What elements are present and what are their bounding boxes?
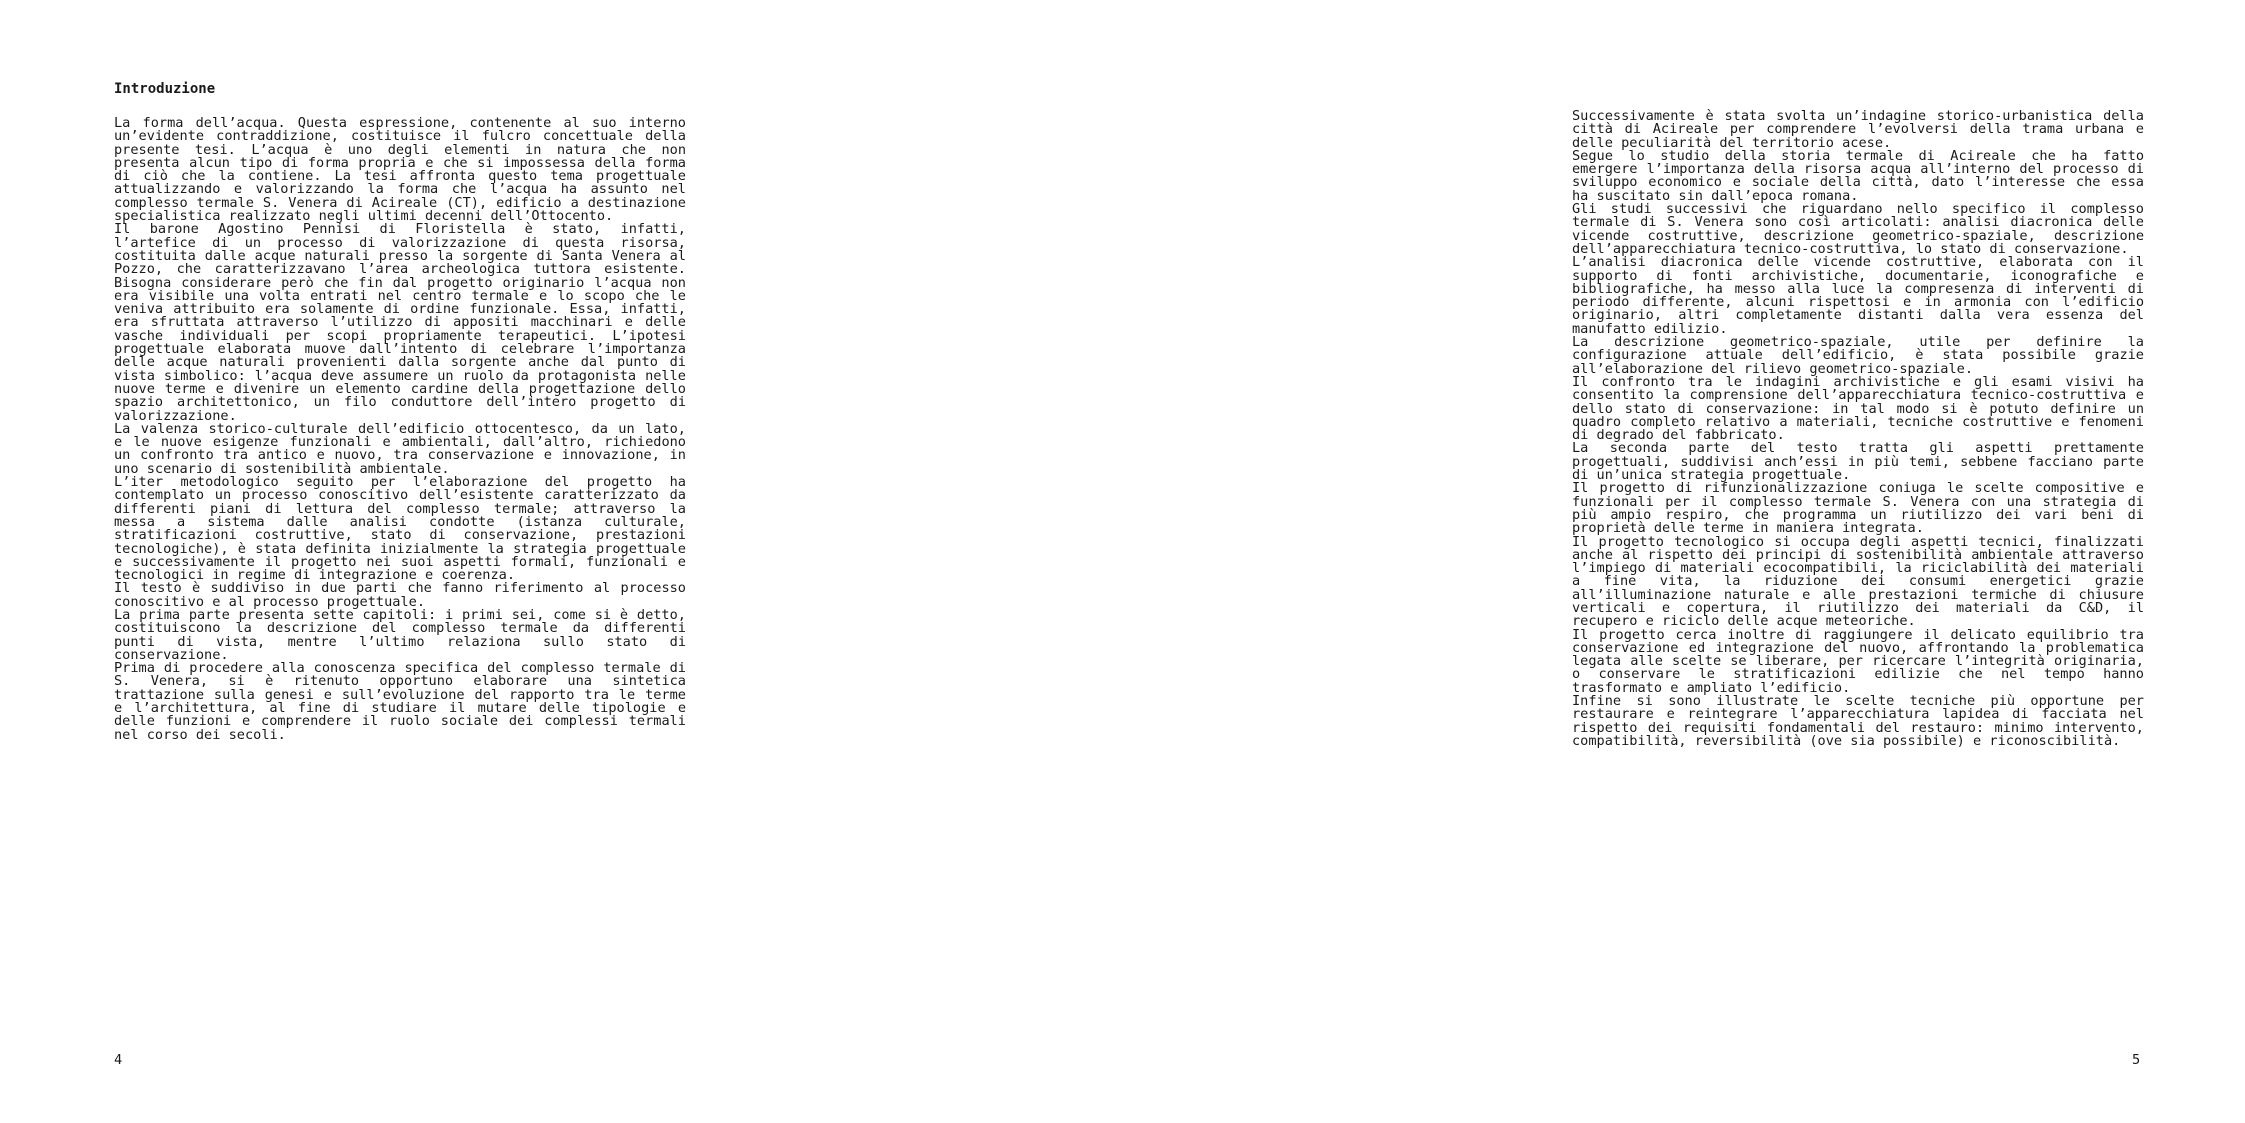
paragraph: La forma dell’acqua. Questa espressione, contenente al suo interno un’evidente contraddizione, costituisce il fulcro concettuale della presente tesi. L’acqua è uno degli elementi in natura che non presenta alcun tipo di forma propria e che si impossessa della forma di ciò che la contiene. La tesi affronta questo tema progettuale attualizzando e valorizzando la forma che l’acqua ha assunto nel complesso termale S. Venera di Acireale (CT), edificio a destinazione specialistica realizzato negli ultimi decenni dell’Ottocento.: [114, 115, 686, 225]
paragraph: Il testo è suddiviso in due parti che fanno riferimento al processo conoscitivo e al processo progettuale.: [114, 580, 686, 610]
paragraph: Infine si sono illustrate le scelte tecniche più opportune per restaurare e reintegrare l’apparecchiatura lapidea di facciata nel rispetto dei requisiti fondamentali del restauro: minimo intervento, compatibilità, reversibilità (ove sia possibile) e riconoscibilità.: [1572, 693, 2144, 749]
left-text-column: [114, 117, 686, 742]
paragraph: La valenza storico-culturale dell’edificio ottocentesco, da un lato, e le nuove esigenze funzionali e ambientali, dall’altro, richiedono un confronto tra antico e nuovo, tra conservazione e innovazione, in uno scenario di sostenibilità ambientale.: [114, 420, 686, 477]
paragraph: L’iter metodologico seguito per l’elaborazione del progetto ha contemplato un processo conoscitivo dell’esistente caratterizzato da differenti piani di lettura del complesso termale; attraverso la messa a sistema dalle analisi condotte (istanza culturale, stratificazioni costruttive, stato di conservazione, prestazioni tecnologiche), è stata definita inizialmente la strategia progettuale e successivamente il progetto nei suoi aspetti formali, funzionali e tecnologici in regime di integrazione e coerenza.: [114, 474, 686, 584]
paragraph: La prima parte presenta sette capitoli: i primi sei, come si è detto, costituiscono la descrizione del complesso termale da differenti punti di vista, mentre l’ultimo relaziona sullo stato di conservazione.: [114, 606, 686, 663]
paragraph: Prima di procedere alla conoscenza specifica del complesso termale di S. Venera, si è ritenuto opportuno elaborare una sintetica trattazione sulla genesi e sull’evoluzione del rapporto tra le terme e l’architettura, al fine di studiare il mutare delle tipologie e delle funzioni e comprendere il ruolo sociale dei complessi termali nel corso dei secoli.: [114, 660, 686, 743]
section-heading: Introduzione: [114, 81, 216, 97]
page-number-left: 4: [114, 1052, 123, 1068]
paragraph: Segue lo studio della storia termale di Acireale che ha fatto emergere l’importanza della risorsa acqua all’interno del processo di sviluppo economico e sociale della città, dato l’interesse che essa ha suscitato sin dall’epoca romana.: [1572, 147, 2144, 204]
paragraph: La descrizione geometrico-spaziale, utile per definire la configurazione attuale dell’edificio, è stata possibile grazie all’elaborazione del rilievo geometrico-spaziale.: [1572, 334, 2144, 377]
right-text-column: [1572, 110, 2144, 748]
paragraph: L’analisi diacronica delle vicende costruttive, elaborata con il supporto di fonti archivistiche, documentarie, iconografiche e bibliografiche, ha messo alla luce la compresenza di interventi di periodo differente, alcuni rispettosi e in armonia con l’edificio originario, altri completamente distanti dalla vera essenza del manufatto edilizio.: [1572, 254, 2144, 337]
paragraph: Gli studi successivi che riguardano nello specifico il complesso termale di S. Venera sono così articolati: analisi diacronica delle vicende costruttive, descrizione geometrico-spaziale, descrizione dell’apparecchiatura tecnico-costruttiva, lo stato di conservazione.: [1572, 201, 2144, 257]
paragraph: Il progetto di rifunzionalizzazione coniuga le scelte compositive e funzionali per il complesso termale S. Venera con una strategia di più ampio respiro, che programma un riutilizzo dei vari beni di proprietà delle terme in maniera integrata.: [1572, 480, 2144, 537]
paragraph: Il barone Agostino Pennisi di Floristella è stato, infatti, l’artefice di un processo di valorizzazione di questa risorsa, costituita dalle acque naturali presso la sorgente di Santa Venera al Pozzo, che caratterizzavano l’area archeologica tuttora esistente. Bisogna considerare però che fin dal progetto originario l’acqua non era visibile una volta entrati nel centro termale e lo scopo che le veniva attribuito era solamente di ordine funzionale. Essa, infatti, era sfruttata attraverso l’utilizzo di appositi macchinari e delle vasche individuali per scopi propriamente terapeutici. L’ipotesi progettuale elaborata muove dall’intento di celebrare l’importanza delle acque naturali provenienti dalla sorgente anche dal punto di vista simbolico: l’acqua deve assumere un ruolo da protagonista nelle nuove terme e divenire un elemento cardine della progettazione dello spazio architettonico, un filo conduttore dell’intero progetto di valorizzazione.: [114, 221, 686, 424]
paragraph: Il confronto tra le indagini archivistiche e gli esami visivi ha consentito la comprensione dell’apparecchiatura tecnico-costruttiva e dello stato di conservazione: in tal modo si è potuto definire un quadro completo relativo a materiali, tecniche costruttive e fenomeni di degrado del fabbricato.: [1572, 373, 2144, 444]
paragraph: Il progetto tecnologico si occupa degli aspetti tecnici, finalizzati anche al rispetto dei principi di sostenibilità ambientale attraverso l’impiego di materiali ecocompatibili, la riciclabilità dei materiali a fine vita, la riduzione dei consumi energetici grazie all’illuminazione naturale e alle prestazioni termiche di chiusure verticali e copertura, il riutilizzo dei materiali da C&D, il recupero e riciclo delle acque meteoriche.: [1572, 533, 2144, 630]
right-page: [1123, 0, 2245, 1123]
paragraph: La seconda parte del testo tratta gli aspetti prettamente progettuali, suddivisi anch’essi in più temi, sebbene facciano parte di un’unica strategia progettuale.: [1572, 440, 2144, 484]
page-number-right: 5: [2132, 1052, 2141, 1068]
paragraph: Il progetto cerca inoltre di raggiungere il delicato equilibrio tra conservazione ed integrazione del nuovo, affrontando la problematica legata alle scelte se liberare, per ricercare l’integrità originaria, o conservare le stratificazioni edilizie che nel tempo hanno trasformato e ampliato l’edificio.: [1572, 626, 2144, 696]
paragraph: Successivamente è stata svolta un’indagine storico-urbanistica della città di Acireale per comprendere l’evolversi della trama urbana e delle peculiarità del territorio acese.: [1572, 108, 2144, 151]
left-page: [0, 0, 1122, 1123]
